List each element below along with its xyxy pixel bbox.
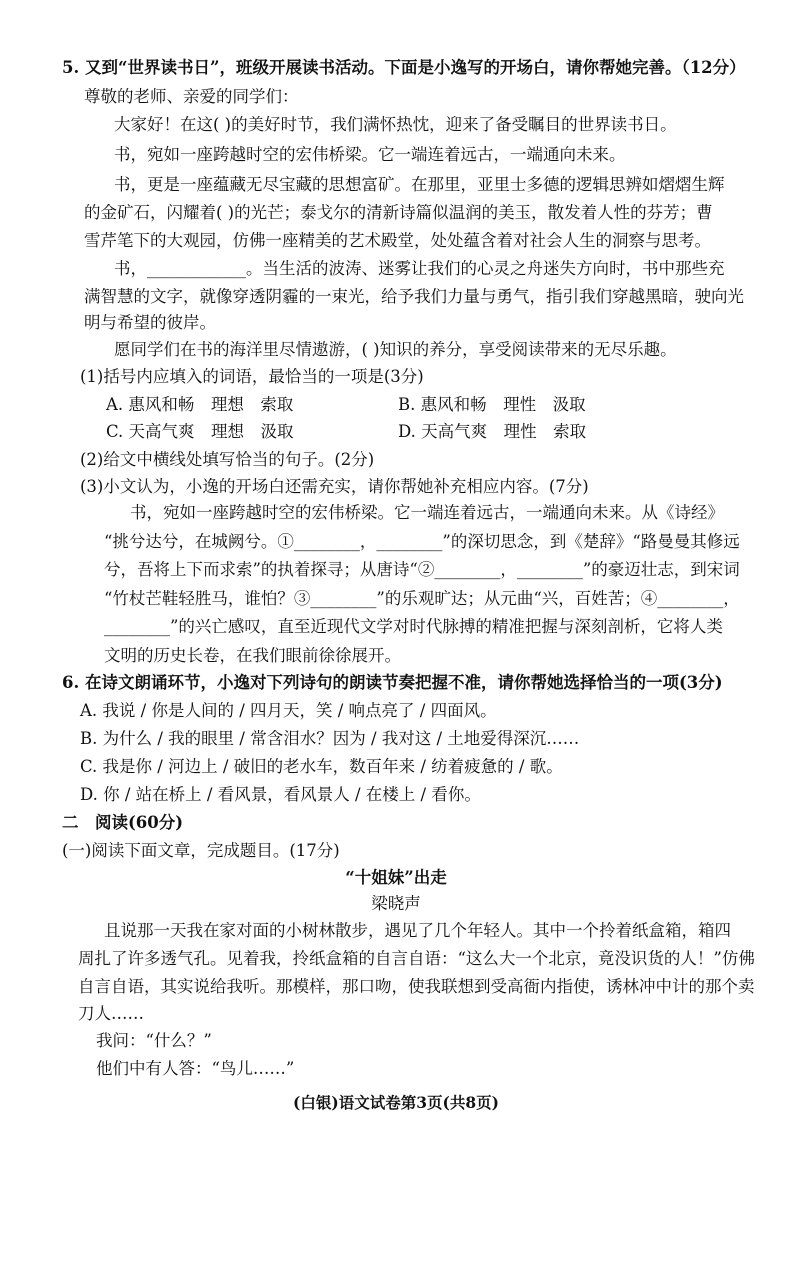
article-paragraph-line: 他们中有人答：“鸟儿……” bbox=[96, 1059, 295, 1078]
sub3-passage-line: “竹杖芒鞋轻胜马，谁怕？③________”的乐观旷达；从元曲“兴，百姓苦；④________， bbox=[104, 589, 740, 608]
question-5-title: 5. 又到“世界读书日”，班级开展读书活动。下面是小逸写的开场白，请你帮她完善。（12分） bbox=[62, 58, 746, 77]
sub-question-3: (3)小文认为，小逸的开场白还需充实，请你帮她补充相应内容。(7分) bbox=[80, 477, 589, 496]
option-c: C. 天高气爽 理想 汲取 bbox=[106, 422, 294, 441]
sub3-passage-line: 书，宛如一座跨越时空的宏伟桥梁。它一端连着远古，一端通向未来。从《诗经》 bbox=[130, 503, 724, 522]
option-b: B. 为什么 / 我的眼里 / 常含泪水？因为 / 我对这 / 土地爱得深沉…… bbox=[80, 729, 580, 748]
passage-line: 大家好！在这( )的美好时节，我们满怀热忱，迎来了备受瞩目的世界读书日。 bbox=[114, 115, 677, 134]
sub3-passage-line: ________”的兴亡感叹，直至近现代文学对时代脉搏的精准把握与深刻剖析，它将人类 bbox=[104, 617, 723, 636]
passage-line: 明与希望的彼岸。 bbox=[84, 313, 216, 332]
page-footer: (白银)语文试卷第3页(共8页) bbox=[293, 1093, 499, 1112]
passage-line: 书，更是一座蕴藏无尽宝藏的思想富矿。在那里，亚里士多德的逻辑思辨如熠熠生辉 bbox=[114, 175, 725, 194]
article-paragraph-line: 自言自语，其实说给我听。那模样，那口吻，使我联想到受高衙内指使，诱林冲中计的那个卖 bbox=[78, 977, 755, 996]
section-heading: 二 阅读(60分) bbox=[62, 813, 184, 832]
passage-line: 的金矿石，闪耀着( )的光芒；泰戈尔的清新诗篇似温润的美玉，散发着人性的芬芳；曹 bbox=[84, 203, 713, 222]
option-b: B. 惠风和畅 理性 汲取 bbox=[398, 395, 586, 414]
option-d: D. 你 / 站在桥上 / 看风景，看风景人 / 在楼上 / 看你。 bbox=[80, 785, 481, 804]
sub3-passage-line: “挑兮达兮，在城阙兮。①________，________”的深切思念，到《楚辞》“路曼曼其修远 bbox=[104, 532, 740, 551]
option-a: A. 我说 / 你是人间的 / 四月天，笑 / 响点亮了 / 四面风。 bbox=[80, 701, 497, 720]
article-author: 梁晓声 bbox=[371, 894, 421, 913]
sub3-passage-line: 文明的历史长卷，在我们眼前徐徐展开。 bbox=[104, 646, 401, 665]
option-c: C. 我是你 / 河边上 / 破旧的老水车，数百年来 / 纺着疲惫的 / 歌。 bbox=[80, 757, 563, 776]
passage-line: 满智慧的文字，就像穿透阴霾的一束光，给予我们力量与勇气，指引我们穿越黑暗，驶向光 bbox=[84, 287, 744, 306]
section-subheading: (一)阅读下面文章，完成题目。(17分) bbox=[62, 841, 340, 860]
passage-line: 书，宛如一座跨越时空的宏伟桥梁。它一端连着远古，一端通向未来。 bbox=[114, 145, 626, 164]
question-6-title: 6. 在诗文朗诵环节，小逸对下列诗句的朗读节奏把握不准，请你帮她选择恰当的一项(3分) bbox=[62, 673, 723, 692]
article-paragraph-line: 且说那一天我在家对面的小树林散步，遇见了几个年轻人。其中一个拎着纸盒箱，箱四 bbox=[104, 921, 731, 940]
option-d: D. 天高气爽 理性 索取 bbox=[398, 422, 587, 441]
salutation: 尊敬的老师、亲爱的同学们： bbox=[84, 87, 299, 106]
passage-line: 愿同学们在书的海洋里尽情遨游，( )知识的养分，享受阅读带来的无尽乐趣。 bbox=[114, 340, 677, 359]
option-a: A. 惠风和畅 理想 索取 bbox=[106, 395, 294, 414]
article-paragraph-line: 我问：“什么？” bbox=[96, 1031, 212, 1050]
passage-line: 书，____________。当生活的波涛、迷雾让我们的心灵之舟迷失方向时，书中那些充 bbox=[114, 259, 725, 278]
article-paragraph-line: 刀人…… bbox=[78, 1004, 144, 1023]
sub3-passage-line: 兮，吾将上下而求索”的执着探寻；从唐诗“②________，________”的豪迈壮志，到宋词 bbox=[104, 560, 740, 579]
article-title: “十姐妹”出走 bbox=[345, 868, 447, 887]
sub-question-2: (2)给文中横线处填写恰当的句子。(2分) bbox=[80, 450, 375, 469]
sub-question-1: (1)括号内应填入的词语，最恰当的一项是(3分) bbox=[80, 367, 424, 386]
article-paragraph-line: 周扎了许多透气孔。见着我，拎纸盒箱的自言自语：“这么大一个北京，竟没识货的人！”仿佛 bbox=[78, 949, 755, 968]
passage-line: 雪芹笔下的大观园，仿佛一座精美的艺术殿堂，处处蕴含着对社会人生的洞察与思考。 bbox=[84, 231, 711, 250]
